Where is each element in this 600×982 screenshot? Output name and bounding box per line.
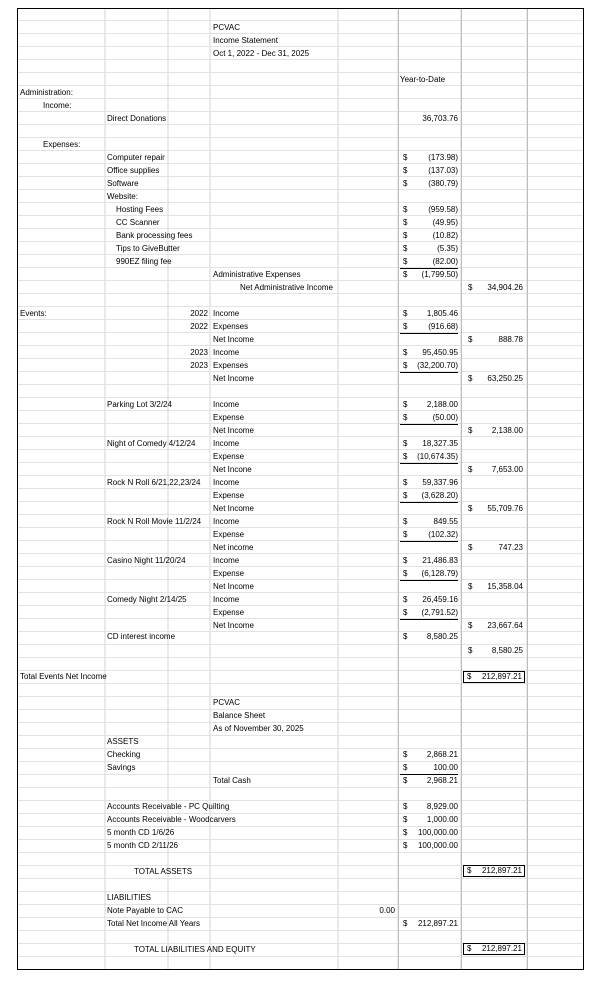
currency-symbol: $ — [403, 309, 408, 318]
currency-symbol: $ — [403, 478, 408, 487]
event-name: Casino Night 11/20/24 — [107, 556, 186, 565]
net-admin-income-label: Net Administrative Income — [240, 283, 333, 292]
net-income-label: Net Income — [213, 426, 254, 435]
note-payable-label: Note Payable to CAC — [107, 906, 184, 915]
event-name: Rock N Roll 6/21,22,23/24 — [107, 478, 201, 487]
expenses-label: Expenses — [213, 322, 249, 331]
event-net-value: 23,667.64 — [487, 621, 523, 630]
currency-symbol: $ — [468, 374, 473, 383]
currency-symbol: $ — [403, 569, 408, 578]
ytd-header: Year-to-Date — [400, 75, 446, 84]
savings-label: Savings — [107, 763, 136, 772]
event-expense-value: (10,674.35) — [400, 451, 458, 464]
currency-symbol: $ — [403, 530, 408, 539]
receivable-label: Accounts Receivable - PC Quilting — [107, 802, 230, 811]
currency-symbol: $ — [403, 556, 408, 565]
total-cash-label: Total Cash — [213, 776, 251, 785]
currency-symbol: $ — [403, 517, 408, 526]
receivable-value: 100,000.00 — [417, 841, 458, 850]
income-label: Income — [213, 517, 240, 526]
total-net-income-label: Total Net Income All Years — [107, 919, 200, 928]
currency-symbol: $ — [403, 841, 408, 850]
expense-label: Office supplies — [107, 166, 160, 175]
expense-label: Computer repair — [107, 153, 165, 162]
currency-symbol: $ — [403, 322, 408, 331]
currency-symbol: $ — [468, 283, 473, 292]
balance-date: As of November 30, 2025 — [213, 724, 304, 733]
event-expense-value: (3,628.20) — [400, 490, 458, 503]
income-label: Income — [213, 556, 240, 565]
assets-label: ASSETS — [107, 737, 139, 746]
statement-title: Income Statement — [213, 36, 278, 45]
statement-period: Oct 1, 2022 - Dec 31, 2025 — [213, 49, 310, 58]
expenses-2022-value: (916.68) — [400, 321, 458, 334]
total-events-label: Total Events Net Income — [20, 672, 107, 681]
currency-symbol: $ — [403, 750, 408, 759]
expense-label: Expense — [213, 413, 245, 422]
income-label: Income — [213, 400, 240, 409]
note-payable-value: 0.00 — [379, 906, 395, 915]
currency-symbol: $ — [403, 179, 408, 188]
total-events-value: 212,897.21 — [481, 672, 522, 681]
net-income-label: Net Income — [213, 374, 254, 383]
expense-value: (49.95) — [432, 218, 458, 227]
currency-symbol: $ — [403, 608, 408, 617]
currency-symbol: $ — [403, 763, 408, 772]
expense-label: Bank processing fees — [116, 231, 193, 240]
currency-symbol: $ — [403, 919, 408, 928]
currency-symbol: $ — [468, 621, 473, 630]
admin-expenses-total-label: Administrative Expenses — [213, 270, 301, 279]
expenses-label: Expenses — [213, 361, 249, 370]
currency-symbol: $ — [403, 439, 408, 448]
expenses-2023-value: (32,200.70) — [400, 360, 458, 373]
event-net-value: 747.23 — [498, 543, 523, 552]
event-net-value: 7,653.00 — [491, 465, 523, 474]
event-net-value: 15,358.04 — [487, 582, 523, 591]
net-income-label: Net Income — [213, 621, 254, 630]
expense-label: Tips to GiveButter — [116, 244, 180, 253]
net-income-label: Net Income — [213, 504, 254, 513]
currency-symbol: $ — [468, 646, 473, 655]
event-name: Comedy Night 2/14/25 — [107, 595, 187, 604]
receivable-label: 5 month CD 1/6/26 — [107, 828, 175, 837]
expense-label: Expense — [213, 569, 245, 578]
total-assets-label: TOTAL ASSETS — [134, 867, 193, 876]
spreadsheet-grid — [18, 9, 584, 970]
total-assets-value: 212,897.21 — [481, 866, 522, 875]
event-name: Parking Lot 3/2/24 — [107, 400, 172, 409]
income-label: Income — [213, 309, 240, 318]
admin-expenses-label: Expenses: — [43, 140, 81, 149]
receivable-value: 100,000.00 — [417, 828, 458, 837]
currency-symbol: $ — [468, 335, 473, 344]
currency-symbol: $ — [467, 866, 472, 875]
total-liabilities-equity-box — [463, 943, 525, 955]
net-income-label: Net Incone — [213, 465, 252, 474]
event-expense-value: (2,791.52) — [400, 607, 458, 620]
year-2022: 2022 — [190, 322, 208, 331]
checking-label: Checking — [107, 750, 141, 759]
event-expense-value: (102.32) — [400, 529, 458, 542]
event-expense-value: (6,128.79) — [400, 568, 458, 581]
income-label: Income — [213, 478, 240, 487]
expense-label: Software — [107, 179, 139, 188]
receivable-value: 8,929.00 — [426, 802, 458, 811]
net-2022-value: 888.78 — [498, 335, 523, 344]
currency-symbol: $ — [403, 218, 408, 227]
currency-symbol: $ — [403, 231, 408, 240]
expense-value: (959.58) — [428, 205, 458, 214]
currency-symbol: $ — [468, 426, 473, 435]
event-expense-value: (50.00) — [400, 412, 458, 425]
receivable-label: Accounts Receivable - Woodcarvers — [107, 815, 236, 824]
income-label: Income — [213, 439, 240, 448]
currency-symbol: $ — [403, 205, 408, 214]
events-label: Events: — [20, 309, 47, 318]
net-2023-value: 63,250.25 — [487, 374, 523, 383]
event-income-value: 59,337.96 — [422, 478, 458, 487]
currency-symbol: $ — [403, 632, 408, 641]
currency-symbol: $ — [403, 257, 408, 266]
currency-symbol: $ — [468, 504, 473, 513]
receivable-label: 5 month CD 2/11/26 — [107, 841, 179, 850]
expense-value: (137.03) — [428, 166, 458, 175]
currency-symbol: $ — [468, 582, 473, 591]
expense-label: Hosting Fees — [116, 205, 164, 214]
event-income-value: 849.55 — [433, 517, 458, 526]
total-events-box — [463, 671, 525, 683]
income-2022-value: 1,805.46 — [426, 309, 458, 318]
receivable-value: 1,000.00 — [426, 815, 458, 824]
liabilities-label: LIABILITIES — [107, 893, 152, 902]
expense-value: (173.98) — [428, 153, 458, 162]
net-income-label: Net Income — [213, 582, 254, 591]
event-net-value: 2,138.00 — [491, 426, 523, 435]
currency-symbol: $ — [403, 776, 408, 785]
expense-value: (82.00) — [400, 256, 458, 269]
income-label: Income — [213, 348, 240, 357]
income-label: Income — [213, 595, 240, 604]
year-2022: 2022 — [190, 309, 208, 318]
net-admin-income-value: 34,904.26 — [487, 283, 523, 292]
currency-symbol: $ — [468, 465, 473, 474]
net-income-label: Net income — [213, 543, 254, 552]
administration-label: Administration: — [20, 88, 73, 97]
event-income-value: 18,327.35 — [422, 439, 458, 448]
spreadsheet — [17, 8, 584, 970]
currency-symbol: $ — [467, 672, 472, 681]
event-income-value: 21,486.83 — [422, 556, 458, 565]
total-cash-value: 2,968.21 — [426, 776, 458, 785]
cd-interest-value: 8,580.25 — [426, 632, 458, 641]
direct-donations-label: Direct Donations — [107, 114, 167, 123]
total-net-income-value: 212,897.21 — [417, 919, 458, 928]
currency-symbol: $ — [403, 244, 408, 253]
expense-value: (5.35) — [437, 244, 458, 253]
currency-symbol: $ — [403, 815, 408, 824]
year-2023: 2023 — [190, 348, 208, 357]
currency-symbol: $ — [467, 944, 472, 953]
currency-symbol: $ — [403, 361, 408, 370]
admin-expenses-total-value: (1,799.50) — [421, 270, 458, 279]
checking-value: 2,868.21 — [426, 750, 458, 759]
expense-label: Expense — [213, 452, 245, 461]
expense-value: (380.79) — [428, 179, 458, 188]
expense-label: Expense — [213, 530, 245, 539]
event-name: Rock N Roll Movie 11/2/24 — [107, 517, 202, 526]
currency-symbol: $ — [403, 348, 408, 357]
direct-donations-value: 36,703.76 — [422, 114, 458, 123]
currency-symbol: $ — [403, 491, 408, 500]
org-name: PCVAC — [213, 23, 240, 32]
total-liabilities-equity-label: TOTAL LIABILITIES AND EQUITY — [134, 945, 256, 954]
website-label: Website: — [107, 192, 138, 201]
currency-symbol: $ — [403, 400, 408, 409]
year-2023: 2023 — [190, 361, 208, 370]
balance-org: PCVAC — [213, 698, 240, 707]
expense-label: Expense — [213, 608, 245, 617]
expense-label: Expense — [213, 491, 245, 500]
event-name: Night of Comedy 4/12/24 — [107, 439, 196, 448]
currency-symbol: $ — [403, 802, 408, 811]
expense-label: 990EZ filing fee — [116, 257, 172, 266]
savings-value: 100.00 — [400, 762, 458, 775]
total-assets-box — [463, 865, 525, 877]
balance-title: Balance Sheet — [213, 711, 266, 720]
expense-value: (10.82) — [432, 231, 458, 240]
cd-interest-label: CD interest income — [107, 632, 176, 641]
currency-symbol: $ — [403, 828, 408, 837]
total-liabilities-equity-value: 212,897.21 — [481, 944, 522, 953]
currency-symbol: $ — [403, 452, 408, 461]
currency-symbol: $ — [403, 270, 408, 279]
currency-symbol: $ — [403, 153, 408, 162]
currency-symbol: $ — [403, 595, 408, 604]
expense-label: CC Scanner — [116, 218, 160, 227]
currency-symbol: $ — [403, 413, 408, 422]
event-net-value: 55,709.76 — [487, 504, 523, 513]
event-income-value: 2,188.00 — [426, 400, 458, 409]
income-2023-value: 95,450.95 — [422, 348, 458, 357]
cd-interest-net-value: 8,580.25 — [491, 646, 523, 655]
event-income-value: 26,459.16 — [422, 595, 458, 604]
net-income-label: Net Income — [213, 335, 254, 344]
currency-symbol: $ — [468, 543, 473, 552]
admin-income-label: Income: — [43, 101, 72, 110]
currency-symbol: $ — [403, 166, 408, 175]
